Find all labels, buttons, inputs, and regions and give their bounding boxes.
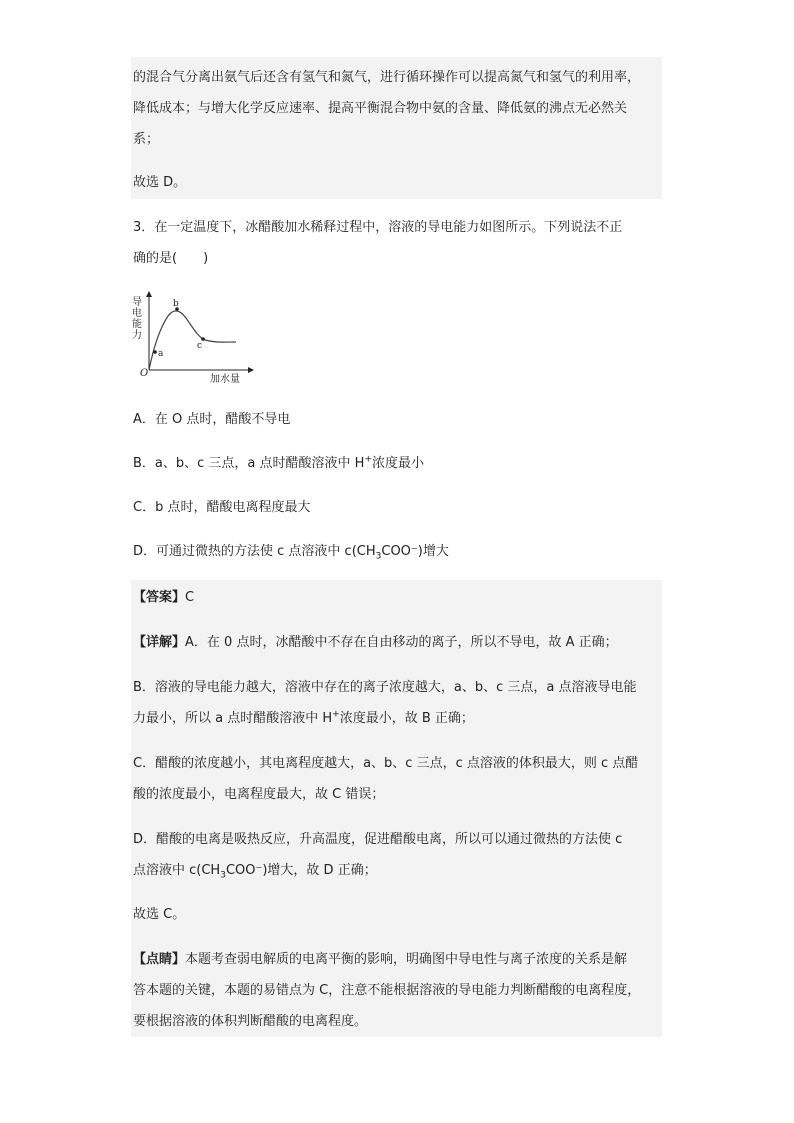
point-b-label: b [173, 299, 179, 309]
answer-label: 【答案】 [133, 590, 186, 605]
question-line-2: 确的是( ) [133, 251, 209, 266]
detail-d-text-end: COO⁻)增大，故 D 正确； [225, 863, 377, 878]
option-d-text: D．可通过微热的方法使 c 点溶液中 c(CH [133, 544, 376, 559]
detail-c-line-2: 酸的浓度最小，电离程度最大，故 C 错误； [133, 787, 385, 802]
detail-label: 【详解】 [133, 635, 186, 650]
option-a: A．在 O 点时，醋酸不导电 [133, 412, 291, 427]
comment-line-1 [133, 951, 627, 969]
y-axis-arrow [146, 291, 152, 297]
conductivity-graph [130, 290, 260, 385]
prev-explanation-line-1: 的混合气分离出氨气后还含有氢气和氮气，进行循环操作可以提高氮气和氢气的利用率， [133, 70, 641, 85]
detail-d-line-1: D．醋酸的电离是吸热反应，升高温度，促进醋酸电离，所以可以通过微热的方法使 c [133, 832, 623, 847]
y-label-char: 电 [132, 308, 142, 319]
prev-explanation-line-2: 降低成本；与增大化学反应速率、提高平衡混合物中氨的含量、降低氨的沸点无必然关 [133, 101, 628, 116]
option-b-text-end: 浓度最小 [371, 456, 424, 471]
question-line-1: 3．在一定温度下，冰醋酸加水稀释过程中，溶液的导电能力如图所示。下列说法不正 [133, 220, 623, 235]
x-axis-arrow [248, 367, 254, 373]
prev-conclusion: 故选 D。 [133, 175, 187, 190]
detail-b-text-end: 浓度最小，故 B 正确； [339, 711, 474, 726]
detail-d-subscript: 3 [220, 870, 226, 881]
option-b-text: B．a、b、c 三点，a 点时醋酸溶液中 H [133, 456, 365, 471]
comment-line-2: 答本题的关键，本题的易错点为 C，注意不能根据溶液的导电能力判断醋酸的电离程度， [133, 983, 641, 998]
detail-d-line-2 [133, 862, 377, 880]
point-a-label: a [158, 349, 164, 359]
detail-a-text: A．在 0 点时，冰醋酸中不存在自由移动的离子，所以不导电，故 A 正确； [185, 635, 618, 650]
point-c-label: c [197, 341, 203, 351]
detail-b-superscript: + [332, 709, 340, 720]
y-label-char: 导 [132, 297, 142, 308]
option-c: C．b 点时，醋酸电离程度最大 [133, 500, 311, 515]
detail-b-text: 力最小，所以 a 点时醋酸溶液中 H [133, 711, 333, 726]
y-axis-label [132, 296, 142, 341]
detail-b-line-1: B．溶液的导电能力越大，溶液中存在的离子浓度越大，a、b、c 三点，a 点溶液导电能 [133, 680, 637, 695]
option-d [133, 543, 449, 561]
option-b [133, 455, 424, 473]
comment-label: 【点睛】 [133, 952, 186, 967]
comment-line-3: 要根据溶液的体积判断醋酸的电离程度。 [133, 1014, 368, 1029]
option-d-subscript: 3 [375, 551, 382, 562]
answer-line [133, 589, 194, 607]
prev-explanation-line-3: 系； [133, 132, 160, 147]
detail-c-line-1: C．醋酸的浓度越小，其电离程度越大，a、b、c 三点，c 点溶液的体积最大，则 c 点醋 [133, 756, 639, 771]
y-label-char: 能 [132, 319, 142, 330]
detail-conclusion: 故选 C。 [133, 907, 186, 922]
point-a [153, 350, 157, 354]
y-label-char: 力 [132, 330, 142, 341]
option-d-text-end: COO⁻)增大 [381, 544, 449, 559]
answer-value: C [185, 590, 195, 605]
detail-a-line [133, 634, 618, 652]
conductivity-curve [149, 311, 236, 370]
x-axis-label: 加水量 [210, 374, 240, 385]
comment-text: 本题考查弱电解质的电离平衡的影响，明确图中导电性与离子浓度的关系是解 [185, 952, 628, 967]
detail-d-text: 点溶液中 c(CH [133, 863, 221, 878]
option-b-superscript: + [364, 454, 372, 465]
detail-b-line-2 [133, 710, 474, 728]
origin-label: O [140, 368, 149, 379]
